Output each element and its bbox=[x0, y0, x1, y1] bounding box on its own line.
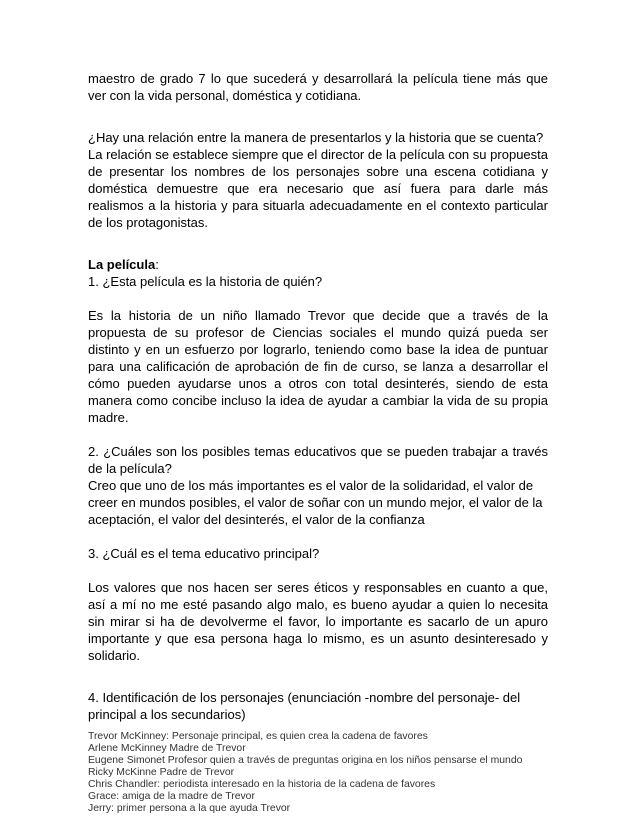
question-1: 1. ¿Esta película es la historia de quién? bbox=[88, 274, 323, 289]
character-item: Ricky McKinne Padre de Trevor bbox=[88, 767, 235, 778]
film-heading: La película bbox=[88, 257, 156, 272]
question-2: 2. ¿Cuáles son los posibles temas educativos que se pueden trabajar a través de la película? bbox=[88, 444, 548, 476]
character-item: Eugene Simonet Profesor quien a través de preguntas origina en los niños pensarse el mundo bbox=[88, 755, 523, 766]
question-3: 3. ¿Cuál es el tema educativo principal? bbox=[88, 546, 320, 561]
relation-question: ¿Hay una relación entre la manera de presentarlos y la historia que se cuenta? bbox=[88, 130, 544, 145]
character-item: Grace: amiga de la madre de Trevor bbox=[88, 791, 255, 802]
answer-2: Creo que uno de los más importantes es el valor de la solidaridad, el valor de creer en mundos posibles, el valor de soñar con un mundo mejor, el valor de la aceptación, el valor del desinterés, el valor de la confianza bbox=[88, 478, 543, 527]
answer-1: Es la historia de un niño llamado Trevor que decide que a través de la propuesta de su profesor de Ciencias sociales el mundo quizá pueda ser distinto y en un esfuerzo por lograrlo, teniendo como base la idea de puntuar para una calificación de aprobación de fin de curso, se lanza a desarrollar el cómo pueden ayudarse unos a otros con total desinterés, siendo de esta manera como concibe incluso la idea de ayudar a cambiar la vida de su propia madre. bbox=[88, 308, 548, 425]
character-item: Chris Chandler: periodista interesado en la historia de la cadena de favores bbox=[88, 779, 436, 790]
question-4: 4. Identificación de los personajes (enunciación -nombre del personaje- del principal a los secundarios) bbox=[88, 690, 521, 722]
answer-3: Los valores que nos hacen ser seres éticos y responsables en cuanto a que, así a mí no me esté pasando algo malo, es bueno ayudar a quien lo necesita sin mirar si ha de devolverme el favor, lo importante es sacarlo de un apuro importante y que esa persona haga lo mismo, es un asunto desinteresado y solidario. bbox=[88, 580, 548, 663]
character-item: Jerry: primer persona a la que ayuda Trevor bbox=[88, 803, 291, 814]
character-item: Trevor McKinney: Personaje principal, es quien crea la cadena de favores bbox=[88, 731, 428, 742]
film-heading-colon: : bbox=[155, 257, 159, 272]
character-item: Arlene McKinney Madre de Trevor bbox=[88, 743, 246, 754]
film-heading-line bbox=[88, 256, 548, 273]
character-list bbox=[88, 731, 548, 815]
document-page bbox=[88, 70, 548, 815]
relation-answer: La relación se establece siempre que el director de la película con su propuesta de presentar los nombres de los personajes sobre una escena cotidiana y doméstica demuestre que era necesario que así fuera para darle más realismos a la historia y para situarla adecuadamente en el contexto particular de los protagonistas. bbox=[88, 147, 548, 230]
intro-paragraph: maestro de grado 7 lo que sucederá y desarrollará la película tiene más que ver con la vida personal, doméstica y cotidiana. bbox=[88, 71, 548, 103]
